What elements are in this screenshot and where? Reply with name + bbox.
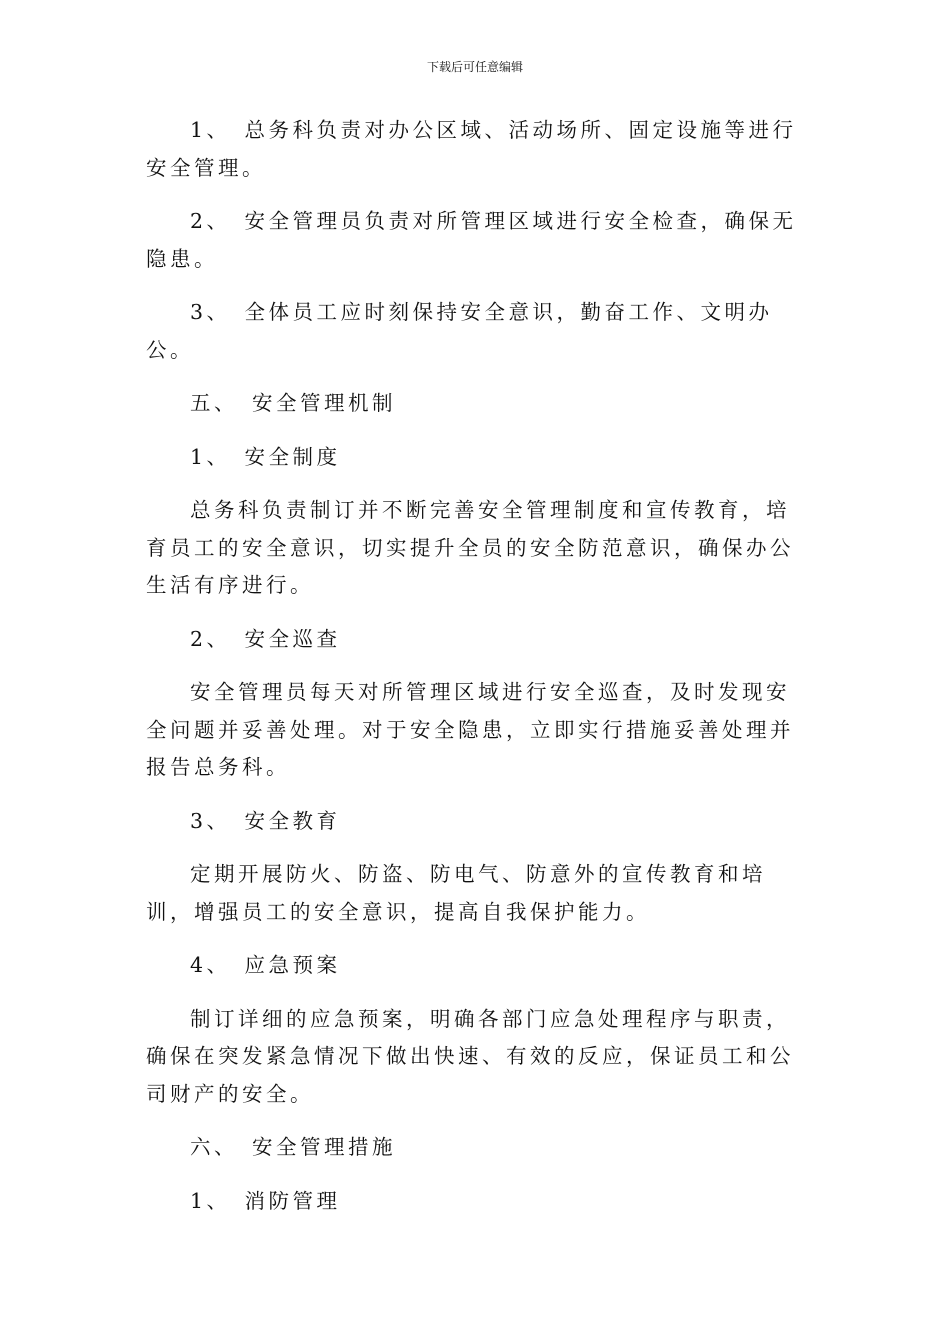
item-number: 五、 [190, 391, 238, 415]
subsection-heading [146, 1183, 810, 1221]
item-number: 2、 [190, 626, 231, 651]
paragraph: 安全管理员每天对所管理区域进行安全巡查，及时发现安全问题并妥善处理。对于安全隐患，立即实行措施妥善处理并报告总务科。 [146, 680, 794, 779]
item-text: 安全教育 [244, 808, 341, 833]
list-item [146, 112, 810, 187]
paragraph: 总务科负责制订并不断完善安全管理制度和宣传教育，培育员工的安全意识，切实提升全员的安全防范意识，确保办公生活有序进行。 [146, 498, 794, 597]
subsection-heading [146, 621, 810, 659]
list-item [146, 203, 810, 278]
item-text: 安全管理措施 [252, 1135, 396, 1159]
item-text: 消防管理 [244, 1188, 341, 1213]
item-text: 应急预案 [244, 953, 341, 977]
item-text: 安全管理机制 [252, 391, 396, 415]
item-number: 六、 [190, 1135, 238, 1159]
page-header: 下载后可任意编辑 [426, 60, 523, 74]
item-text: 全体员工应时刻保持安全意识，勤奋工作、文明办公。 [146, 300, 773, 362]
item-number: 3、 [190, 808, 231, 833]
document-body [146, 112, 810, 1220]
paragraph: 定期开展防火、防盗、防电气、防意外的宣传教育和培训，增强员工的安全意识，提高自我保护能力。 [146, 862, 766, 924]
section-heading [146, 1129, 810, 1167]
item-text: 总务科负责对办公区域、活动场所、固定设施等进行安全管理。 [146, 118, 797, 180]
subsection-heading [146, 947, 810, 985]
item-number: 1、 [190, 1188, 231, 1213]
section-heading [146, 385, 810, 423]
subsection-heading [146, 439, 810, 477]
paragraph: 制订详细的应急预案，明确各部门应急处理程序与职责，确保在突发紧急情况下做出快速、有效的反应，保证员工和公司财产的安全。 [146, 1006, 794, 1106]
item-number: 2、 [190, 209, 231, 233]
item-number: 1、 [190, 444, 231, 469]
item-text: 安全制度 [244, 444, 341, 469]
item-text: 安全巡查 [244, 626, 341, 651]
item-number: 4、 [190, 953, 231, 977]
item-number: 3、 [190, 300, 231, 324]
subsection-heading [146, 803, 810, 841]
item-number: 1、 [190, 118, 231, 142]
list-item [146, 294, 810, 369]
item-text: 安全管理员负责对所管理区域进行安全检查，确保无隐患。 [146, 209, 797, 271]
